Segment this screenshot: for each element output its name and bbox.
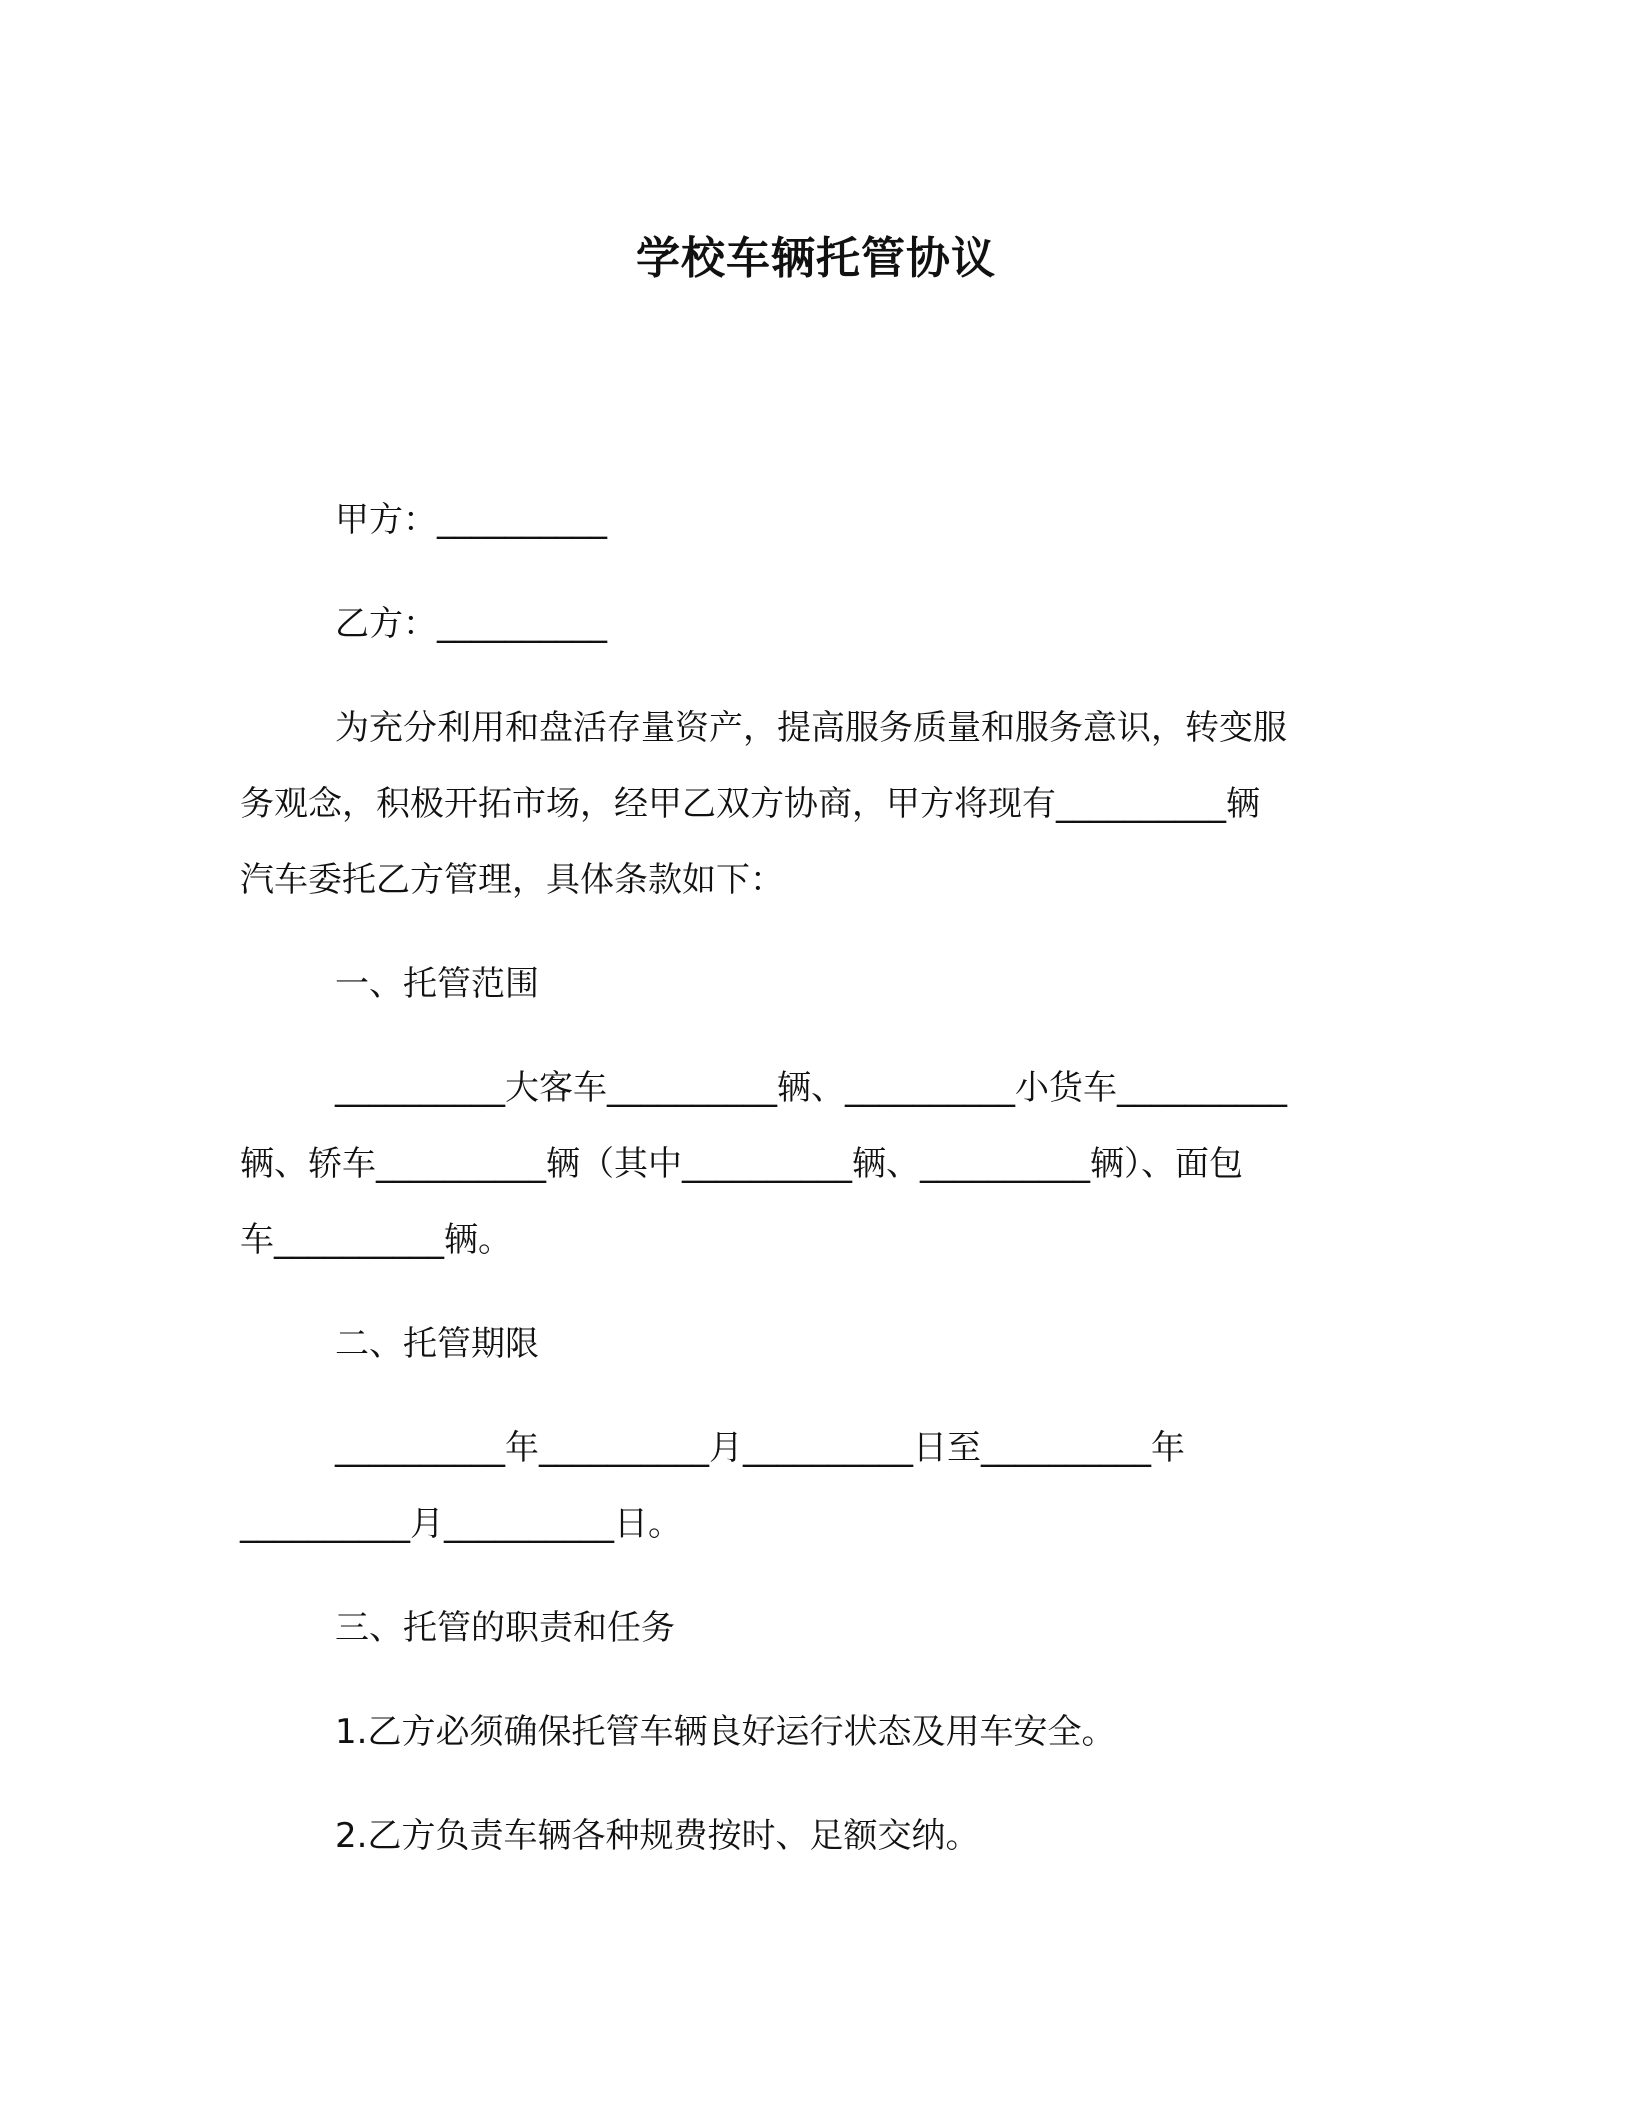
numbered-item: 1.乙方必须确保托管车辆良好运行状态及用车安全。: [335, 1712, 1116, 1752]
intro-paragraph-line: 务观念，积极开拓市场，经甲乙双方协商，甲方将现有__________辆: [240, 784, 1260, 824]
numbered-item: 2.乙方负责车辆各种规费按时、足额交纳。: [335, 1816, 980, 1856]
section-heading: 二、托管期限: [335, 1324, 539, 1364]
section-heading: 三、托管的职责和任务: [335, 1608, 675, 1648]
party-a-line: 甲方：__________: [335, 500, 607, 540]
section-body-line: __________大客车__________辆、__________小货车__________: [335, 1068, 1287, 1108]
section-body-line: __________月__________日。: [240, 1504, 682, 1544]
section-body-line: 车__________辆。: [240, 1220, 512, 1260]
section-body-line: __________年__________月__________日至__________年: [335, 1428, 1185, 1468]
document-title: 学校车辆托管协议: [636, 233, 996, 284]
party-b-line: 乙方：__________: [335, 604, 607, 644]
intro-paragraph-line: 汽车委托乙方管理，具体条款如下：: [240, 860, 784, 900]
section-heading: 一、托管范围: [335, 964, 539, 1004]
section-body-line: 辆、轿车__________辆（其中__________辆、__________辆）、面包: [240, 1144, 1243, 1184]
intro-paragraph-line: 为充分利用和盘活存量资产，提高服务质量和服务意识，转变服: [335, 708, 1287, 748]
